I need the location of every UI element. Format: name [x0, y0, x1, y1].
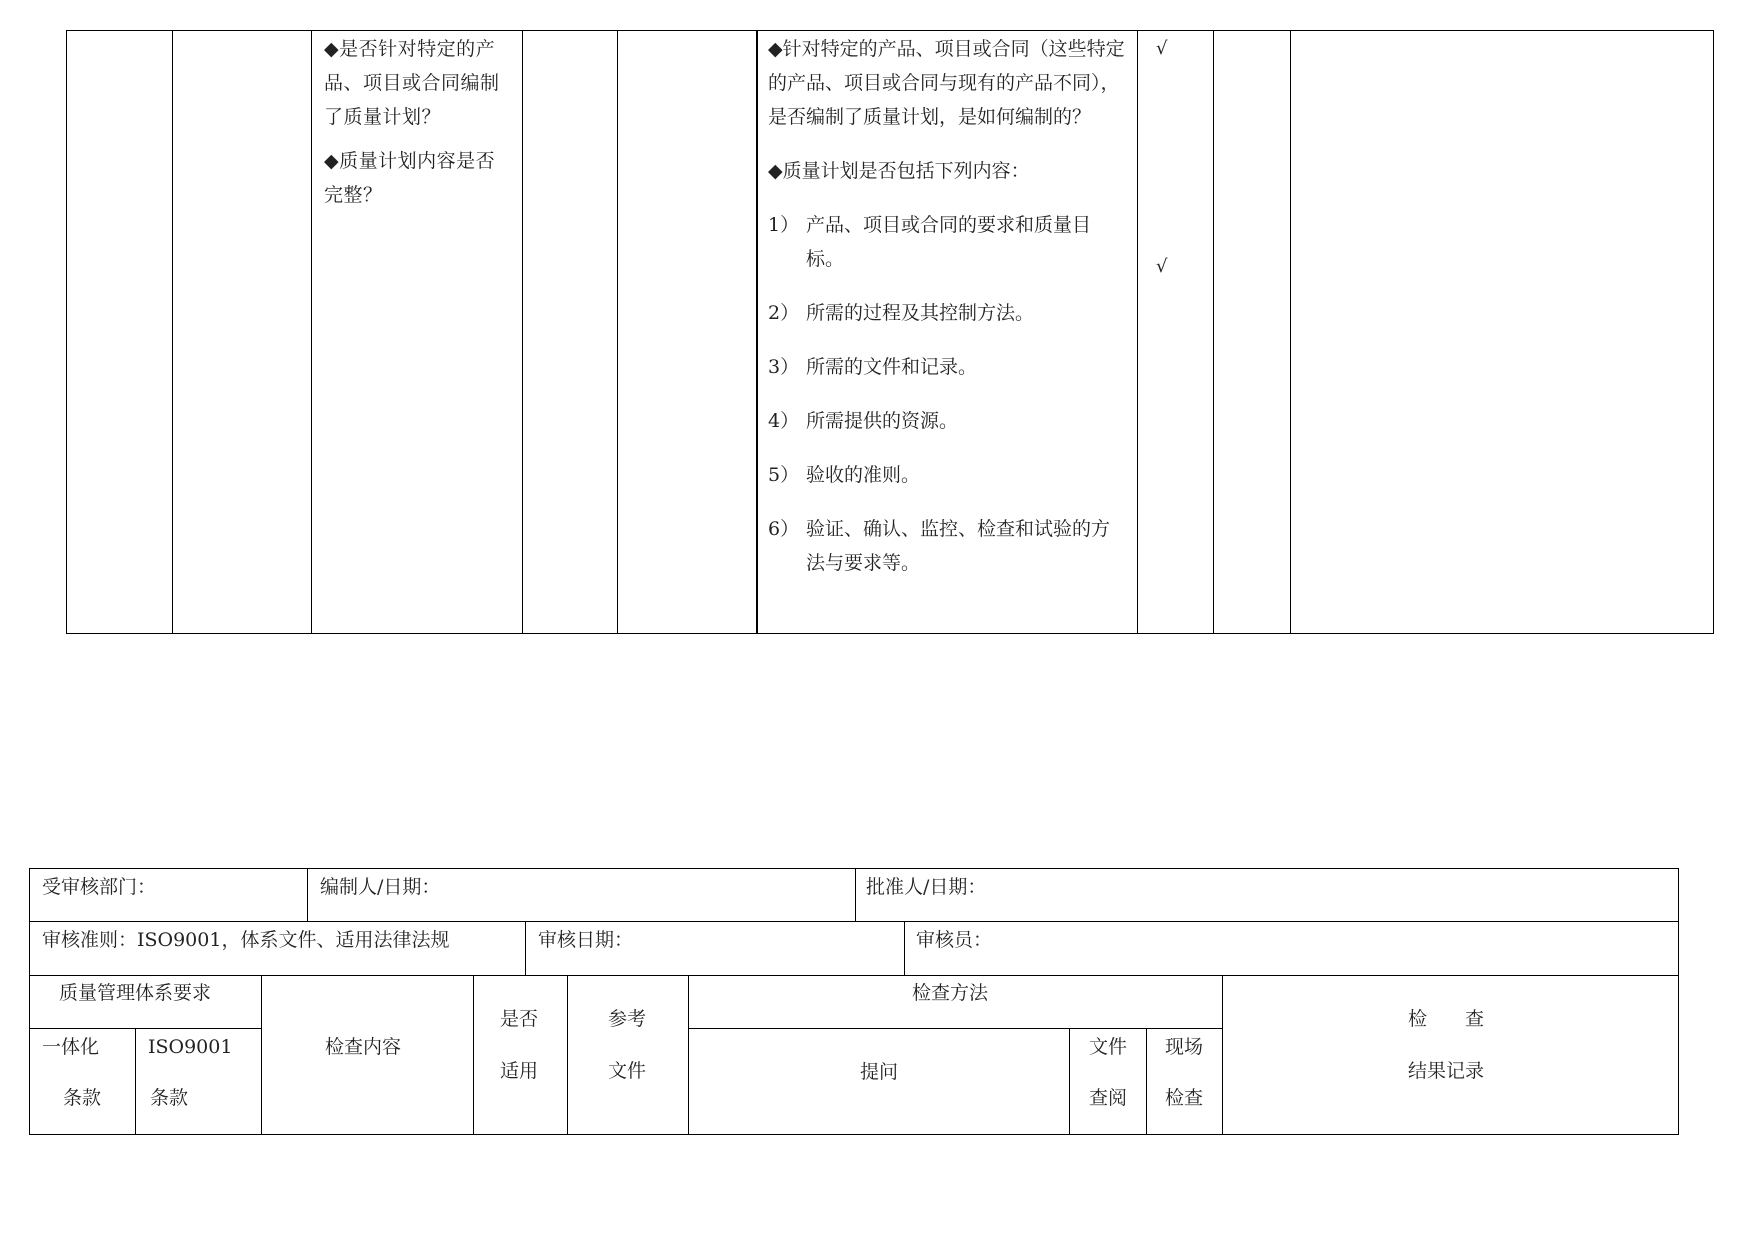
approver-date-label: 批准人/日期： — [866, 876, 987, 898]
list-item-number: 6） — [768, 518, 800, 540]
check-content-item: ◆质量计划内容是否完整？ — [324, 150, 496, 206]
list-item-number: 3） — [768, 356, 800, 378]
column-header-site-check: 检查 — [1165, 1087, 1204, 1109]
list-item-text: 产品、项目或合同的要求和质量目标。 — [806, 214, 1092, 270]
question-list-title: ◆质量计划是否包括下列内容： — [768, 160, 1030, 182]
column-header-content: 检查内容 — [325, 1036, 402, 1058]
compiler-date-label: 编制人/日期： — [320, 876, 441, 898]
column-header-applicable: 是否 — [500, 1008, 539, 1030]
column-header-method: 检查方法 — [912, 982, 989, 1004]
list-item-text: 所需的文件和记录。 — [806, 356, 978, 378]
column-header-question: 提问 — [860, 1061, 899, 1083]
column-header-result: 结果记录 — [1408, 1060, 1485, 1082]
question-cell — [768, 32, 1128, 580]
column-header-doc-review: 文件 — [1089, 1036, 1128, 1058]
column-header-requirements: 质量管理体系要求 — [59, 982, 212, 1004]
column-header-reference: 参考 — [608, 1008, 647, 1030]
column-header-iso: 条款 — [150, 1087, 189, 1109]
column-header-applicable: 适用 — [500, 1060, 539, 1082]
list-item-text: 验证、确认、监控、检查和试验的方法与要求等。 — [806, 518, 1111, 574]
column-header-iso: ISO9001 — [148, 1036, 233, 1058]
list-item — [768, 208, 1128, 276]
list-item-text: 所需的过程及其控制方法。 — [806, 302, 1035, 324]
list-item-text: 验收的准则。 — [806, 464, 921, 486]
question-intro: ◆针对特定的产品、项目或合同（这些特定的产品、项目或合同与现有的产品不同），是否编制了质量计划，是如何编制的？ — [768, 38, 1125, 128]
column-header-doc-review: 查阅 — [1089, 1087, 1128, 1109]
list-item-number: 5） — [768, 464, 800, 486]
list-item-number: 4） — [768, 410, 800, 432]
list-item — [768, 350, 1128, 384]
list-item — [768, 296, 1128, 330]
check-content-item: ◆是否针对特定的产品、项目或合同编制了质量计划？ — [324, 38, 500, 128]
audit-date-label: 审核日期： — [538, 929, 634, 951]
column-header-result: 检 查 — [1408, 1008, 1485, 1030]
column-header-reference: 文件 — [608, 1060, 647, 1082]
check-mark: √ — [1156, 256, 1168, 277]
list-item — [768, 404, 1128, 438]
list-item — [768, 458, 1128, 492]
check-content-cell — [324, 32, 514, 212]
list-item-number: 2） — [768, 302, 800, 324]
column-header-site-check: 现场 — [1165, 1036, 1204, 1058]
list-item-text: 所需提供的资源。 — [806, 410, 959, 432]
audited-department-label: 受审核部门： — [42, 876, 157, 898]
column-header-integrated: 一体化 — [42, 1036, 100, 1058]
check-mark: √ — [1156, 38, 1168, 59]
list-item — [768, 512, 1128, 580]
column-header-integrated: 条款 — [63, 1087, 102, 1109]
list-item-number: 1） — [768, 214, 800, 236]
auditor-label: 审核员： — [916, 929, 993, 951]
audit-criteria-label: 审核准则：ISO9001，体系文件、适用法律法规 — [42, 929, 450, 951]
